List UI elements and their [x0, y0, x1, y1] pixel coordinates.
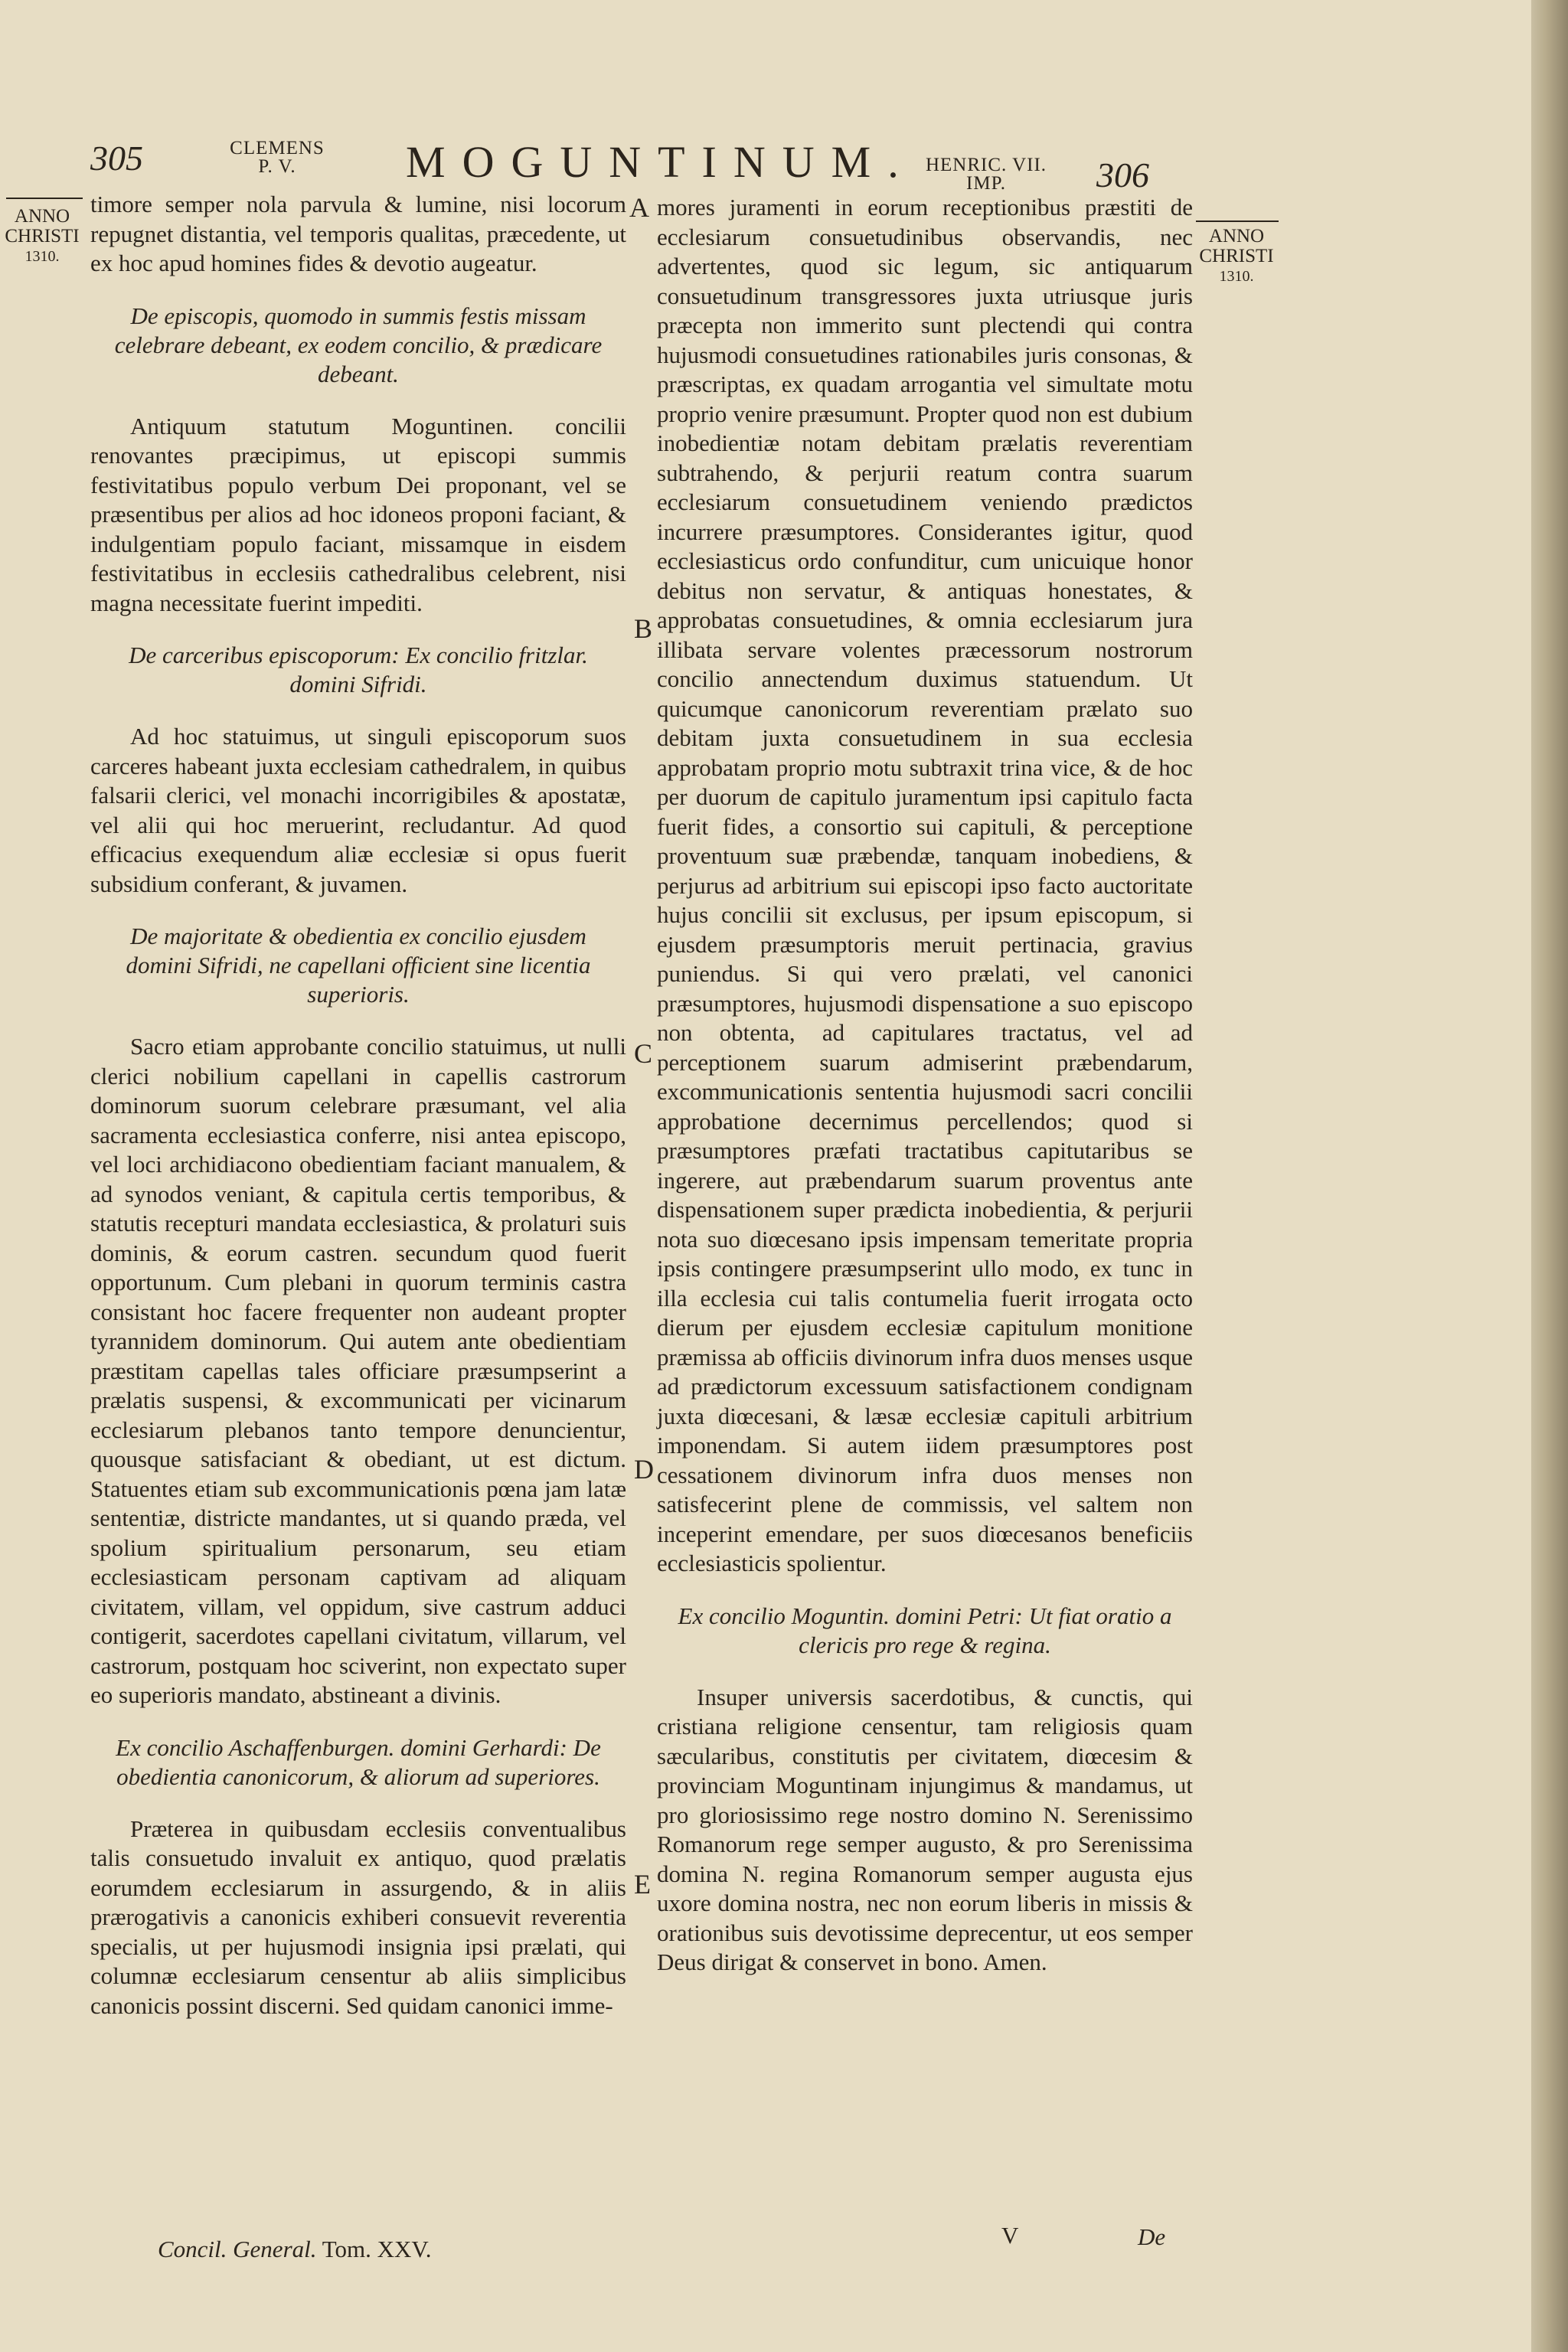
- left-running-head: [224, 139, 331, 176]
- left-margin-year: [0, 207, 84, 266]
- right-running-head: [910, 156, 1063, 193]
- margin-word: ANNO: [14, 206, 70, 227]
- right-page-number: 306: [1096, 155, 1149, 194]
- paragraph: Sacro etiam approbante concilio statuimus, ut nulli clerici nobilium capellani in capellis castrorum dominorum suorum celebrare præsumant, vel alia sacramenta ecclesiastica conferre, nisi antea episcopo, vel loci archidiacono obedientiam faciant manualem, & ad synodos veniant, & capitula certis temporibus, & statutis recepturi mandata ecclesiastica, & prolaturi suis dominis, & eorum castren. secundum quod fuerit opportunum. Cum plebani in quorum terminis castra consistant hoc facere frequenter non audeant propter tyrannidem dominorum. Qui autem ante obedientiam præstitam capellas tales officiare præsumpserint a prælatis suspensi, & excommunicati per vicinarum ecclesiarum plebanos tanto tempore denuncientur, quousque satisfaciant & obediant, ut est dictum. Statuentes etiam sub excommunicationis pœna jam latæ sententiæ, districte mandantes, ut si quando præda, vel spolium spiritualium personarum, seu etiam ecclesiasticam personam captivam ad aliquam civitatem, villam, vel oppidum, sive castrum adduci contigerit, sacerdotes capellani civitatum, villarum, vel castrorum, postquam hoc sciverint, non expectato super eo superioris mandato, abstineant a divinis.: [90, 1033, 626, 1708]
- running-head-line: CLEMENS: [230, 138, 325, 158]
- section-letter-a: A: [629, 192, 649, 223]
- paragraph: Præterea in quibusdam ecclesiis conventualibus talis consuetudo invaluit ex antiquo, quod prælatis eorumdem ecclesiarum in assurgendo, & in aliis prærogativis a canonicis exhiberi consuevit reverentia specialis, ut per hujusmodi insignia ipsi prælati, qui columnæ ecclesiarum censentur ab aliis simplicibus canonicis possint discerni. Sed quidam canonici imme-: [90, 1815, 626, 2019]
- book-page-edge: [1531, 0, 1568, 2352]
- right-margin-rule: [1196, 220, 1279, 222]
- page-title: MOGUNTINUM.: [406, 137, 916, 187]
- signature-mark: V: [1001, 2222, 1019, 2249]
- margin-word: 1310.: [1219, 268, 1254, 285]
- signature-line: [158, 2236, 432, 2263]
- running-head-line: HENRIC. VII.: [925, 155, 1047, 175]
- section-heading: Ex concilio Aschaffenburgen. domini Gerhardi: De obedientia canonicorum, & aliorum ad superiores.: [116, 1733, 601, 1790]
- section-letter-b: B: [634, 613, 653, 644]
- catchword: De: [1138, 2223, 1166, 2250]
- running-head-line: IMP.: [966, 173, 1006, 194]
- right-margin-year: [1188, 227, 1285, 286]
- section-heading: De carceribus episcoporum: Ex concilio fritzlar. domini Sifridi.: [129, 642, 588, 697]
- left-column: [90, 190, 626, 2020]
- margin-word: CHRISTI: [5, 226, 80, 247]
- margin-word: 1310.: [24, 248, 60, 265]
- section-letter-c: C: [634, 1038, 653, 1069]
- section-heading: De majoritate & obedientia ex concilio ejusdem domini Sifridi, ne capellani officient sine licentia superioris.: [126, 923, 591, 1008]
- paragraph: Insuper universis sacerdotibus, & cunctis, qui cristiana religione censentur, tam religiosis quam sæcularibus, constitutis per civitatem, diœcesim & provinciam Moguntinam injungimus & mandamus, ut pro gloriosissimo rege nostro domino N. Serenissimo Romanorum rege semper augusto, & pro Serenissima domina N. regina Romanorum semper augusta ejus uxore domina nostra, nec non eorum liberis in missis & orationibus suis devotissime deprecentur, ut eos semper Deus dirigat & conservet in bono. Amen.: [657, 1683, 1193, 1975]
- margin-word: CHRISTI: [1199, 246, 1274, 266]
- paragraph: Ad hoc statuimus, ut singuli episcoporum suos carceres habeant juxta ecclesiam cathedralem, in quibus falsarii clerici, vel monachi incorrigibiles & apostatæ, vel alii qui hoc meruerint, recludantur. Ad quod efficacius exequendum aliæ ecclesiæ si opus fuerit subsidium conferant, & juvamen.: [90, 723, 626, 897]
- left-margin-rule: [6, 198, 83, 199]
- paragraph-continuation: timore semper nola parvula & lumine, nisi locorum repugnet distantia, vel temporis qualitas, præcedente, ut ex hoc apud homines fides & devotio augeatur.: [90, 191, 626, 276]
- right-column: [657, 193, 1193, 1978]
- left-page-number: 305: [90, 139, 143, 178]
- section-letter-e: E: [634, 1869, 651, 1900]
- section-letter-d: D: [634, 1454, 654, 1485]
- paragraph-continuation: mores juramenti in eorum receptionibus præstiti de ecclesiarum consuetudinibus observandis, nec advertentes, quod sic legum, sic antiquarum consuetudinum transgressores juxta utriusque juris præcepta non immerito sunt plectendi qui contra hujusmodi consuetudines rationabiles juris consonas, & præscriptas, ex quadam arrogantia vel simultate motu proprio venire præsumunt. Propter quod non est dubium inobedientiæ notam debitam prælatis reverentiam subtrahendo, & perjurii reatum contra suarum ecclesiarum consuetudinem veniendo prædictos incurrere præsumptores. Considerantes igitur, quod ecclesiasticus ordo confunditur, cum unicuique honor debitus non servatur, & antiquas honestates, & approbatas consuetudines, & omnia ecclesiarum jura illibata servare volentes præcessorum nostrorum concilio annectendum duximus statuendum. Ut quicumque canonicorum reverentiam prælato suo debitam juxta consuetudinem in sua ecclesia approbatam proprio motu subtraxit trina vice, & de hoc per duorum de capitulo juramentum ipsi capitulo facta fuerit fides, a consortio sui capituli, & perceptione proventuum suæ præbendæ, tanquam inobediens, & perjurus ad arbitrium sui episcopi ipso facto auctoritate hujus concilii sit exclusus, per ipsum episcopum, si ejusdem præsumptoris meruit pertinacia, gravius puniendus. Si qui vero prælati, vel canonici præsumptores, hujusmodi dispensatione a suo episcopo non obtenta, ad capitulares tractatus, vel ad perceptionem suarum admiserint præbendarum, excommunicationis sententia hujusmodi sacri concilii approbatione decernimus percellendos; quod si præsumptores præfati tractatibus capitutaribus se ingerere, aut præbendarum suarum proventus ante dispensationem super prædicta inobedientia, & perjurii nota suo diœcesano ipsis impensam temeritate propria ipsis contingere præsumpserint ullo modo, ex tunc in illa ecclesia cui talis contumelia fuerit irrogata octo dierum per ejusdem ecclesiæ capitulum monitione præmissa ab officiis divinorum infra duos menses usque ad prædictorum excessuum satisfactionem condignam juxta diœcesani, & læsæ ecclesiæ capituli arbitrium imponendam. Si autem iidem præsumptores post cessationem divinorum infra duos menses non satisfecerint plene de commissis, vel saltem non inceperint emendare, per suos diœcesanos beneficiis ecclesiasticis spolientur.: [657, 194, 1193, 1576]
- paragraph: Antiquum statutum Moguntinen. concilii renovantes præcipimus, ut episcopi summis festivitatibus populo verbum Dei proponant, vel se præsentibus per alios ad hoc idoneos proponi faciant, & indulgentiam populo faciant, missamque in eisdem festivitatibus in ecclesiis cathedralibus celebrent, nisi magna necessitate fuerint impediti.: [90, 412, 626, 616]
- section-heading: De episcopis, quomodo in summis festis missam celebrare debeant, ex eodem concilio, & prædicare debeant.: [114, 302, 603, 387]
- section-heading: Ex concilio Moguntin. domini Petri: Ut fiat oratio a clericis pro rege & regina.: [678, 1602, 1172, 1658]
- running-head-line: P. V.: [258, 156, 296, 177]
- signature-tome: Tom. XXV.: [322, 2236, 432, 2262]
- margin-word: ANNO: [1208, 226, 1265, 247]
- signature: Concil. General.: [158, 2236, 317, 2262]
